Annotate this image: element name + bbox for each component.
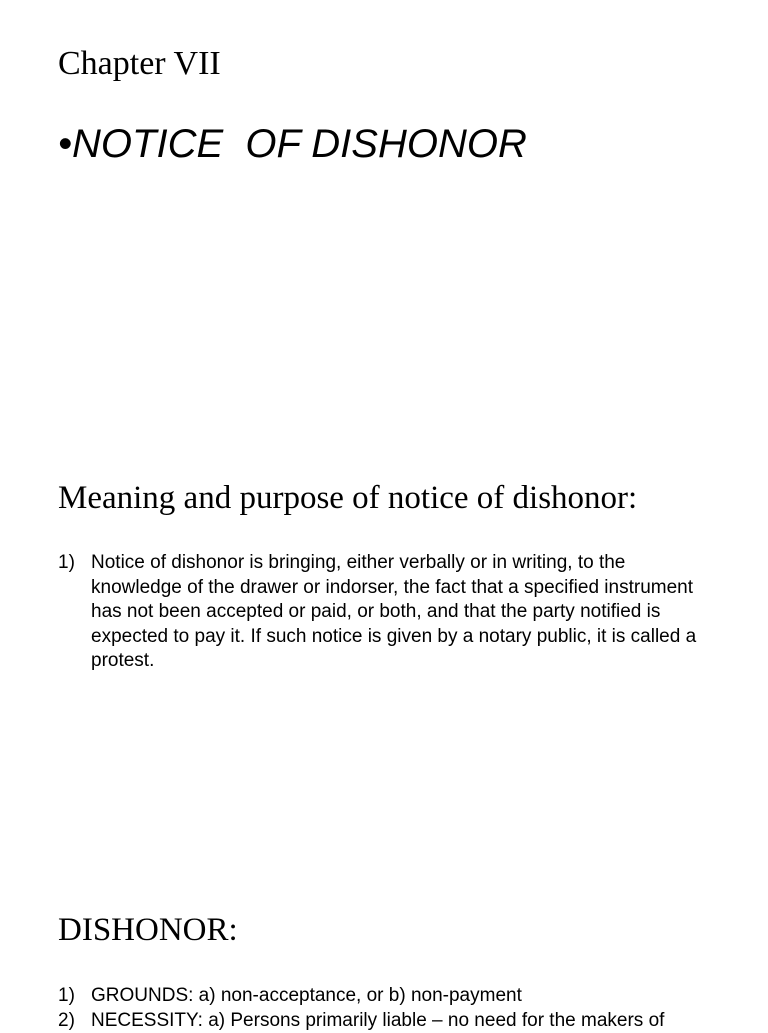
list-item-text: GROUNDS: a) non-acceptance, or b) non-payment	[91, 985, 522, 1006]
list-item-text: Notice of dishonor is bringing, either verbally or in writing, to the knowledge of the drawer or indorser, the fact that a specified instrument has not been accepted or paid, or both, and that the party notified is expected to pay it. If such notice is given by a notary public, it is called a protest.	[91, 552, 696, 671]
section-heading-meaning: Meaning and purpose of notice of dishonor:	[58, 478, 637, 518]
list-item	[58, 551, 718, 674]
heading-bullet: •	[58, 122, 72, 166]
list-item-number: 2)	[58, 1009, 75, 1033]
list-item-number: 1)	[58, 984, 75, 1009]
meaning-list	[58, 551, 718, 674]
list-item-text: NECESSITY: a) Persons primarily liable – no need for the makers of	[91, 1010, 664, 1031]
section-heading-dishonor: DISHONOR:	[58, 910, 238, 950]
list-item	[58, 1009, 718, 1033]
main-heading	[58, 120, 527, 168]
chapter-title: Chapter VII	[58, 44, 221, 84]
heading-text: NOTICE OF DISHONOR	[72, 122, 527, 166]
list-item	[58, 984, 718, 1009]
list-item-number: 1)	[58, 551, 75, 576]
dishonor-list	[58, 984, 718, 1033]
